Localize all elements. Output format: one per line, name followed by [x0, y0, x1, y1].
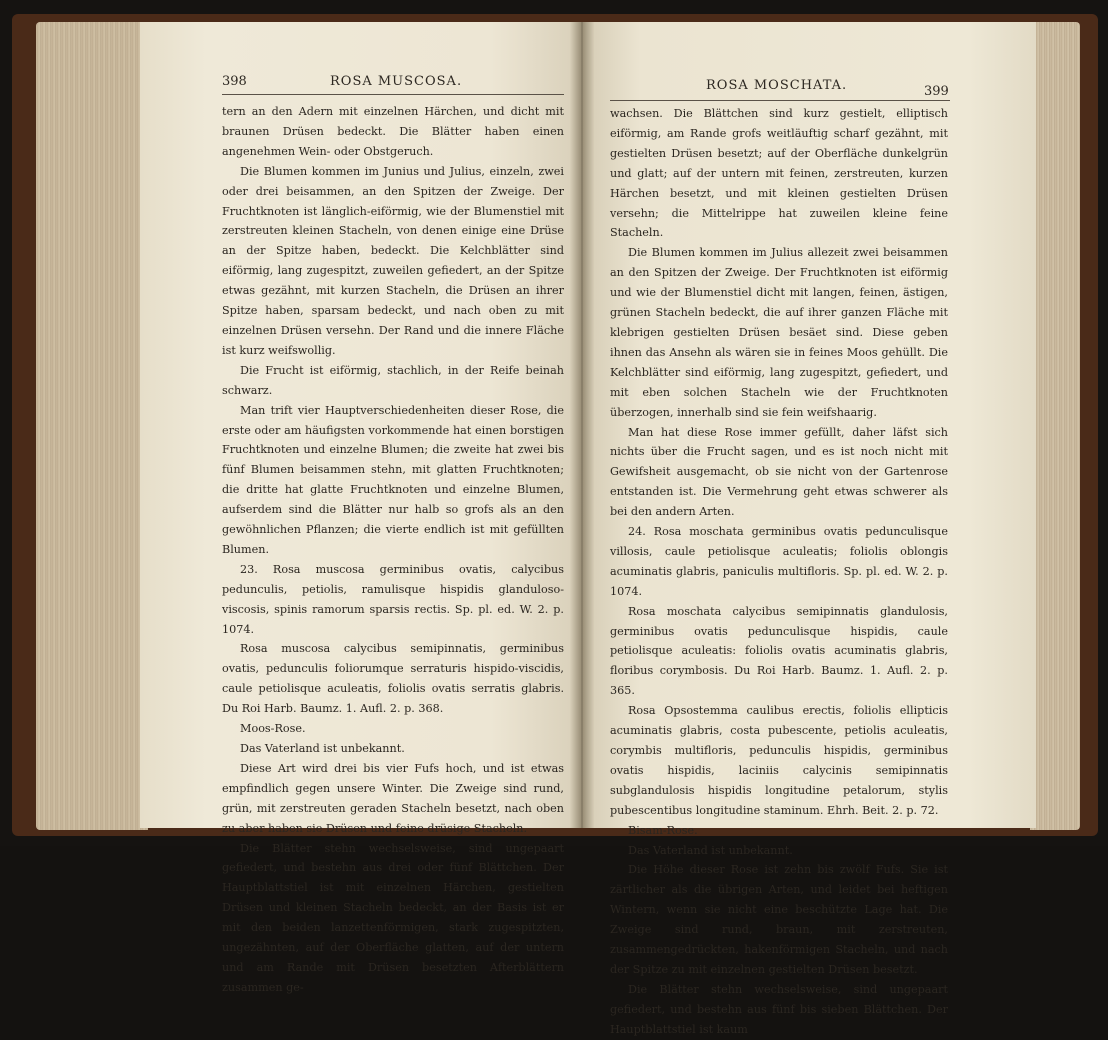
header-rule [610, 100, 950, 101]
running-head: ROSA MUSCOSA. [330, 74, 463, 89]
running-head: ROSA MOSCHATA. [706, 78, 848, 93]
left-page [140, 22, 578, 994]
paragraph: tern an den Adern mit einzelnen Härchen, und dicht mit braunen Drüsen bedeckt. Die Blätter haben einen angenehmen Wein- oder Obstgeruch. [222, 105, 564, 158]
paragraph: 24. Rosa moschata germinibus ovatis pedunculisque villosis, caule petiolisque aculeatis; foliolis oblongis acuminatis glabris, paniculis multifloris. Sp. pl. ed. W. 2. p. 1074. [610, 525, 948, 598]
header-rule [222, 94, 564, 95]
paragraph: Rosa Opsostemma caulibus erectis, foliolis ellipticis acuminatis glabris, costa pubescente, petiolis aculeatis, corymbis multifloris, pedunculis hispidis, germinibus ovatis hispidis, laciniis calycinis semipinnatis subglandulosis hispidis longitudine petalorum, stylis pubescentibus longitudine staminum. Ehrh. Beit. 2. p. 72. [610, 704, 948, 817]
paragraph: Moos-Rose. [240, 722, 306, 736]
paragraph: Die Frucht ist eiförmig, stachlich, in der Reife beinah schwarz. [222, 363, 564, 397]
paragraph: Das Vaterland ist unbekannt. [240, 742, 405, 755]
paragraph: Die Blumen kommen im Julius allezeit zwei beisammen an den Spitzen der Zweige. Der Fruchtknoten ist eiförmig und wie der Blumenstiel dicht mit langen, feinen, ästigen, grünen Stacheln bedeckt, die auf ihrer ganzen Fläche mit klebrigen gestielten Drüsen besäet sind. Diese geben ihnen das Ansehn als wären sie in feines Moos gehüllt. Die Kelchblätter sind eiförmig, lang zugespitzt, gefiedert, und mit eben solchen Stacheln wie der Fruchtknoten überzogen, innerhalb sind sie fein weifshaarig. [610, 246, 948, 419]
paragraph: Das Vaterland ist unbekannt. [628, 843, 793, 857]
paragraph: Man hat diese Rose immer gefüllt, daher läfst sich nichts über die Frucht sagen, und es ist noch nicht mit Gewifsheit ausgemacht, ob sie nicht von der Gartenrose entstanden ist. Die Vermehrung geht etwas schwerer als bei den andern Arten. [610, 425, 948, 519]
page-number: 398 [222, 74, 247, 89]
book-gutter [570, 22, 594, 828]
page-number: 399 [924, 84, 949, 99]
paragraph: Die Blumen kommen im Junius und Julius, einzeln, zwei oder drei beisammen, an den Spitzen der Zweige. Der Fruchtknoten ist länglich-eiförmig, wie der Blumenstiel mit zerstreuten kleinen Stacheln, von denen einige eine Drüse an der Spitze haben, bedeckt. Die Kelchblätter sind eiförmig, lang zugespitzt, zuweilen gefiedert, an der Spitze etwas gezähnt, mit kurzen Stacheln, die Drüsen an ihrer Spitze haben, sparsam bedeckt, und nach oben zu mit einzelnen Drüsen versehn. Der Rand und die innere Fläche ist kurz weifswollig. [222, 164, 564, 357]
paragraph: 23. Rosa muscosa germinibus ovatis, calycibus pedunculis, petiolis, ramulisque hispidis glanduloso-viscosis, spinis ramorum sparsis rectis. Sp. pl. ed. W. 2. p. 1074. [222, 562, 564, 636]
page-body [222, 102, 564, 998]
paragraph: Man trift vier Hauptverschiedenheiten dieser Rose, die erste oder am häufigsten vorkommende hat einen borstigen Fruchtknoten und einzelne Blumen; die zweite hat zwei bis fünf Blumen beisammen stehn, mit glatten Fruchtknoten; die dritte hat glatte Fruchtknoten und einzelne Blumen, aufserdem sind die Blätter nur halb so grofs als an den gewöhnlichen Pflanzen; die vierte endlich ist mit gefüllten Blumen. [222, 403, 564, 556]
paragraph: Bisam-Rose. [628, 823, 698, 837]
right-page-edges [1030, 22, 1080, 830]
paragraph: Rosa moschata calycibus semipinnatis glandulosis, germinibus ovatis pedunculisque hispidis, caule petiolisque aculeatis: foliolis ovatis acuminatis glabris, floribus corymbosis. Du Roi Harb. Baumz. 1. Aufl. 2. p. 365. [610, 604, 948, 698]
left-page-edges [36, 22, 148, 830]
page-body [610, 104, 948, 1040]
paragraph: Die Blätter stehn wechselsweise, sind ungepaart gefiedert, und bestehn aus fünf bis sieben Blättchen. Der Hauptblattstiel ist kaum [610, 982, 948, 1036]
paragraph: Rosa muscosa calycibus semipinnatis, germinibus ovatis, pedunculis foliorumque serraturis hispido-viscidis, caule petiolisque aculeatis, foliolis ovatis serratis glabris. Du Roi Harb. Baumz. 1. Aufl. 2. p. 368. [222, 642, 564, 716]
paragraph: Die Höhe dieser Rose ist zehn bis zwölf Fufs. Sie ist zärtlicher als die übrigen Arten, und leidet bei heftigen Wintern, wenn sie nicht eine beschützte Lage hat. Die Zweige sind rund, braun, mit zerstreuten, zusammengedrückten, hakenförmigen Stacheln, und nach der Spitze zu mit einzelnen gestielten Drüsen besetzt. [610, 863, 948, 976]
paragraph: Die Blätter stehn wechselsweise, sind ungepaart gefiedert, und bestehn aus drei oder fünf Blättchen. Der Hauptblattstiel ist mit einzelnen Härchen, gestielten Drüsen und kleinen Stacheln bedeckt, an der Basis ist er mit den beiden lanzettenförmigen, stark zugespitzten, ungezähnten, auf der Oberfläche glatten, auf der untern und am Rande mit Drüsen besetzten Afterblättern zusammen ge- [222, 841, 564, 994]
right-page [586, 22, 1036, 1036]
paragraph: wachsen. Die Blättchen sind kurz gestielt, elliptisch eiförmig, am Rande grofs weitläuftig scharf gezähnt, mit gestielten Drüsen besetzt; auf der Oberfläche dunkelgrün und glatt; auf der untern mit feinen, zerstreuten, kurzen Härchen besetzt, und mit kleinen gestielten Drüsen versehn; die Mittelrippe hat zuweilen kleine feine Stacheln. [610, 107, 948, 240]
paragraph: Diese Art wird drei bis vier Fufs hoch, und ist etwas empfindlich gegen unsere Winter. Die Zweige sind rund, grün, mit zerstreuten geraden Stacheln besetzt, nach oben zu aber haben sie Drüsen und feine drüsige Stacheln. [222, 761, 564, 835]
